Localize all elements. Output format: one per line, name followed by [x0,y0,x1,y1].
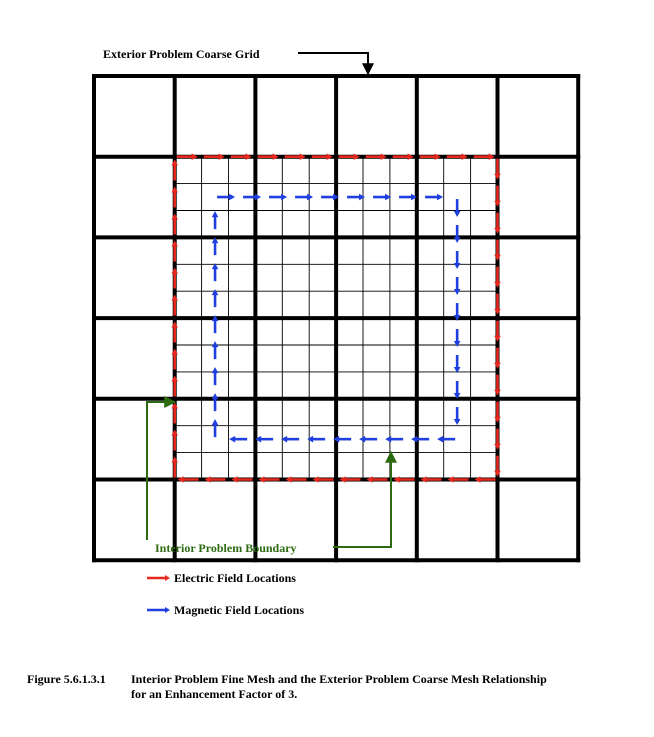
electric-field-arrow-head [367,476,373,483]
electric-field-arrow-head [171,160,178,166]
magnetic-field-arrow-head [212,393,219,399]
magnetic-field-arrow-head [359,194,365,201]
electric-field-arrow-head [178,476,184,483]
electric-legend-label: Electric Field Locations [174,571,296,585]
electric-field-arrow-head [246,153,252,160]
electric-field-arrow-head [171,457,178,463]
magnetic-legend-label: Magnetic Field Locations [174,603,304,617]
magnetic-field-arrow-head [454,419,461,425]
magnetic-field-arrow-head [411,436,417,443]
magnetic-field-arrow-head [437,436,443,443]
electric-field-arrow-head [494,390,501,396]
magnetic-legend-arrowhead [165,607,170,613]
electric-field-arrow-head [171,403,178,409]
electric-field-arrow-head [205,476,211,483]
electric-field-arrow-head [494,201,501,207]
interior-boundary-pointer-left [147,402,175,540]
electric-field-arrow-head [192,153,198,160]
electric-field-arrow-head [381,153,387,160]
electric-field-arrow-head [489,153,495,160]
interior-boundary-label: Interior Problem Boundary [155,541,297,555]
electric-field-arrow-head [408,153,414,160]
electric-field-arrow-head [300,153,306,160]
coarse-grid-pointer [298,53,368,74]
electric-field-arrow-head [171,295,178,301]
electric-field-arrow-head [494,417,501,423]
magnetic-field-arrow-head [359,436,365,443]
electric-field-arrow-head [171,376,178,382]
magnetic-field-arrow-head [229,436,235,443]
electric-field-arrow-head [273,153,279,160]
magnetic-field-arrow-head [212,211,219,217]
electric-field-arrow-head [394,476,400,483]
electric-field-arrow-head [327,153,333,160]
magnetic-field-arrow-head [454,341,461,347]
legend [147,571,304,617]
electric-field-arrow-head [171,349,178,355]
electric-field-arrow-head [435,153,441,160]
magnetic-field-arrow-head [255,194,261,201]
caption-text [131,672,631,702]
electric-field-arrow-head [259,476,265,483]
magnetic-field-arrow-head [212,341,219,347]
caption-number: Figure 5.6.1.3.1 [27,672,106,686]
electric-field-arrow-head [494,363,501,369]
electric-field-arrow-head [494,471,501,477]
electric-field-arrow-head [171,187,178,193]
electric-legend-arrowhead [165,575,170,581]
magnetic-field-arrow-head [454,237,461,243]
electric-field-arrow-head [494,336,501,342]
magnetic-field-arrow-head [281,194,287,201]
electric-field-arrow-head [494,444,501,450]
magnetic-field-arrow-head [437,194,443,201]
electric-field-arrow-head [171,268,178,274]
electric-field-arrow-head [286,476,292,483]
magnetic-field-arrow-head [454,211,461,217]
electric-field-arrow-head [171,430,178,436]
electric-field-arrow-head [313,476,319,483]
magnetic-field-arrow-head [307,194,313,201]
electric-field-arrow-head [494,282,501,288]
magnetic-field-arrow-head [212,419,219,425]
electric-field-arrow-head [494,228,501,234]
coarse-grid-label: Exterior Problem Coarse Grid [103,47,260,61]
electric-field-arrow-head [494,174,501,180]
magnetic-field-arrow-head [454,289,461,295]
electric-field-arrow-head [448,476,454,483]
magnetic-field-arrow-head [385,436,391,443]
magnetic-field-arrow-head [212,289,219,295]
electric-field-arrow-head [354,153,360,160]
magnetic-field-arrow-head [307,436,313,443]
electric-field-arrow-head [171,322,178,328]
electric-field-arrow-head [462,153,468,160]
electric-field-arrow-head [232,476,238,483]
electric-field-arrow-head [219,153,225,160]
magnetic-field-arrow-head [229,194,235,201]
electric-field-arrow-head [494,255,501,261]
caption-line-2: for an Enhancement Factor of 3. [131,687,298,701]
magnetic-field-arrow-head [454,263,461,269]
interior-boundary-pointer-bottom [333,452,391,547]
electric-field-arrow-head [340,476,346,483]
exterior-coarse-grid [92,74,580,562]
magnetic-field-arrow-head [212,367,219,373]
electric-field-arrow-head [494,309,501,315]
electric-field-arrow-head [171,241,178,247]
electric-field-arrow-head [475,476,481,483]
electric-field-arrow-head [421,476,427,483]
caption-line-1: Interior Problem Fine Mesh and the Exterior Problem Coarse Mesh Relationship [131,672,547,686]
electric-field-arrow-head [171,214,178,220]
